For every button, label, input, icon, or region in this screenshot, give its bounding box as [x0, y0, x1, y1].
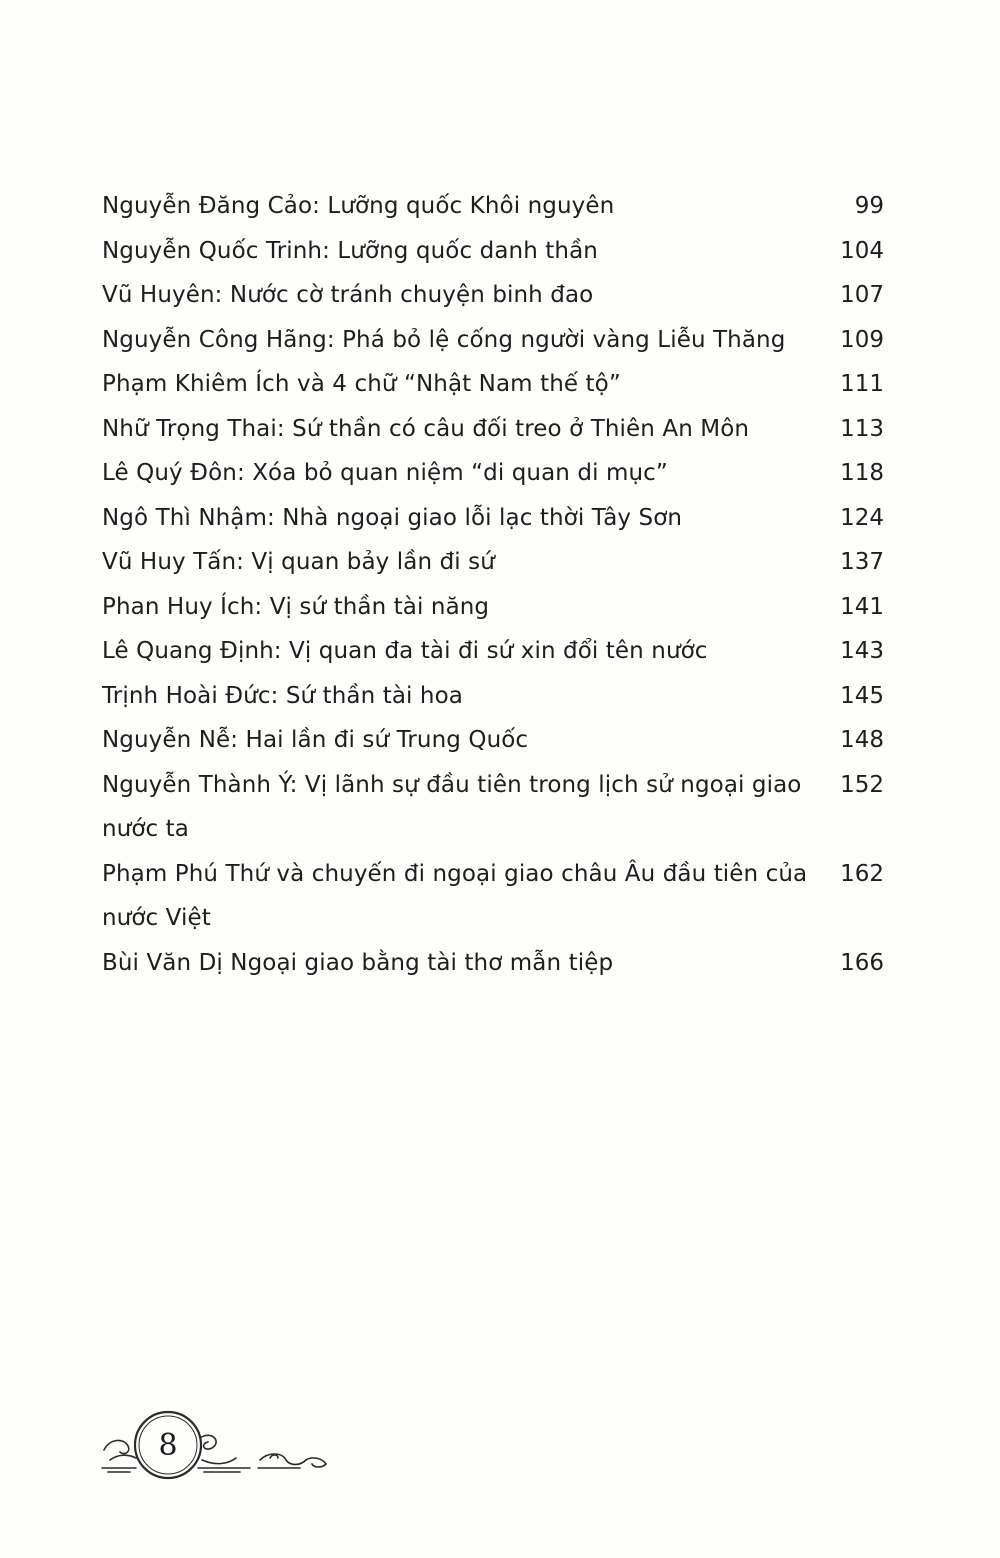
toc-entry-page: 141 [840, 593, 884, 620]
toc-entry [0, 763, 1000, 852]
toc-entry-page: 145 [840, 682, 884, 709]
toc-entry [0, 407, 1000, 452]
toc-entry-title: Nhữ Trọng Thai: Sứ thần có câu đối treo ở Thiên An Môn [102, 415, 750, 442]
toc-entry-page: 107 [840, 282, 884, 308]
toc-entry-page: 166 [840, 949, 884, 976]
table-of-contents [0, 184, 1000, 985]
toc-entry-page: 148 [840, 727, 884, 753]
toc-entry [0, 229, 1000, 274]
toc-entry [0, 718, 1000, 763]
toc-entry-title: Nguyễn Quốc Trinh: Lưỡng quốc danh thần [102, 237, 598, 264]
toc-entry-page: 109 [840, 326, 884, 353]
toc-entry [0, 496, 1000, 541]
toc-entry-title: Lê Quý Đôn: Xóa bỏ quan niệm “di quan di mục” [102, 460, 668, 486]
toc-entry-title: Trịnh Hoài Đức: Sứ thần tài hoa [102, 682, 463, 709]
toc-entry-page: 143 [840, 638, 884, 664]
toc-entry-title: Lê Quang Định: Vị quan đa tài đi sứ xin đổi tên nước [102, 638, 708, 664]
toc-entry [0, 852, 1000, 941]
toc-entry [0, 451, 1000, 496]
toc-entry [0, 273, 1000, 318]
toc-entry-title: Nguyễn Nễ: Hai lần đi sứ Trung Quốc [102, 727, 529, 753]
toc-entry [0, 540, 1000, 585]
toc-entry-page: 152 [840, 771, 884, 798]
toc-entry [0, 674, 1000, 719]
toc-entry-page: 118 [840, 460, 884, 486]
toc-entry [0, 318, 1000, 363]
flourish-ornament-icon [100, 1408, 340, 1490]
toc-entry-title: Nguyễn Công Hãng: Phá bỏ lệ cống người vàng Liễu Thăng [102, 326, 786, 353]
toc-entry-title: Bùi Văn Dị Ngoại giao bằng tài thơ mẫn tiệp [102, 949, 614, 976]
toc-entry-title: Phạm Phú Thứ và chuyến đi ngoại giao châu Âu đầu tiên của nước Việt [102, 860, 808, 931]
toc-entry [0, 629, 1000, 674]
toc-entry [0, 362, 1000, 407]
toc-entry-page: 162 [840, 860, 884, 887]
toc-entry [0, 941, 1000, 986]
toc-entry-title: Phan Huy Ích: Vị sứ thần tài năng [102, 593, 490, 620]
page-number: 8 [158, 1427, 178, 1463]
toc-entry-page: 99 [854, 193, 884, 219]
toc-entry-title: Vũ Huyên: Nước cờ tránh chuyện binh đao [102, 282, 594, 308]
toc-entry-title: Nguyễn Thành Ý: Vị lãnh sự đầu tiên trong lịch sử ngoại giao nước ta [102, 771, 802, 842]
toc-entry-title: Nguyễn Đăng Cảo: Lưỡng quốc Khôi nguyên [102, 193, 615, 219]
toc-entry-page: 111 [840, 371, 884, 397]
toc-entry-page: 113 [840, 415, 884, 442]
toc-entry-page: 124 [840, 504, 884, 531]
toc-entry [0, 184, 1000, 229]
toc-entry-title: Vũ Huy Tấn: Vị quan bảy lần đi sứ [102, 549, 495, 575]
toc-entry-title: Phạm Khiêm Ích và 4 chữ “Nhật Nam thế tộ” [102, 371, 621, 397]
toc-entry-title: Ngô Thì Nhậm: Nhà ngoại giao lỗi lạc thời Tây Sơn [102, 504, 683, 531]
toc-entry-page: 137 [840, 549, 884, 575]
toc-entry [0, 585, 1000, 630]
toc-entry-page: 104 [840, 237, 884, 264]
